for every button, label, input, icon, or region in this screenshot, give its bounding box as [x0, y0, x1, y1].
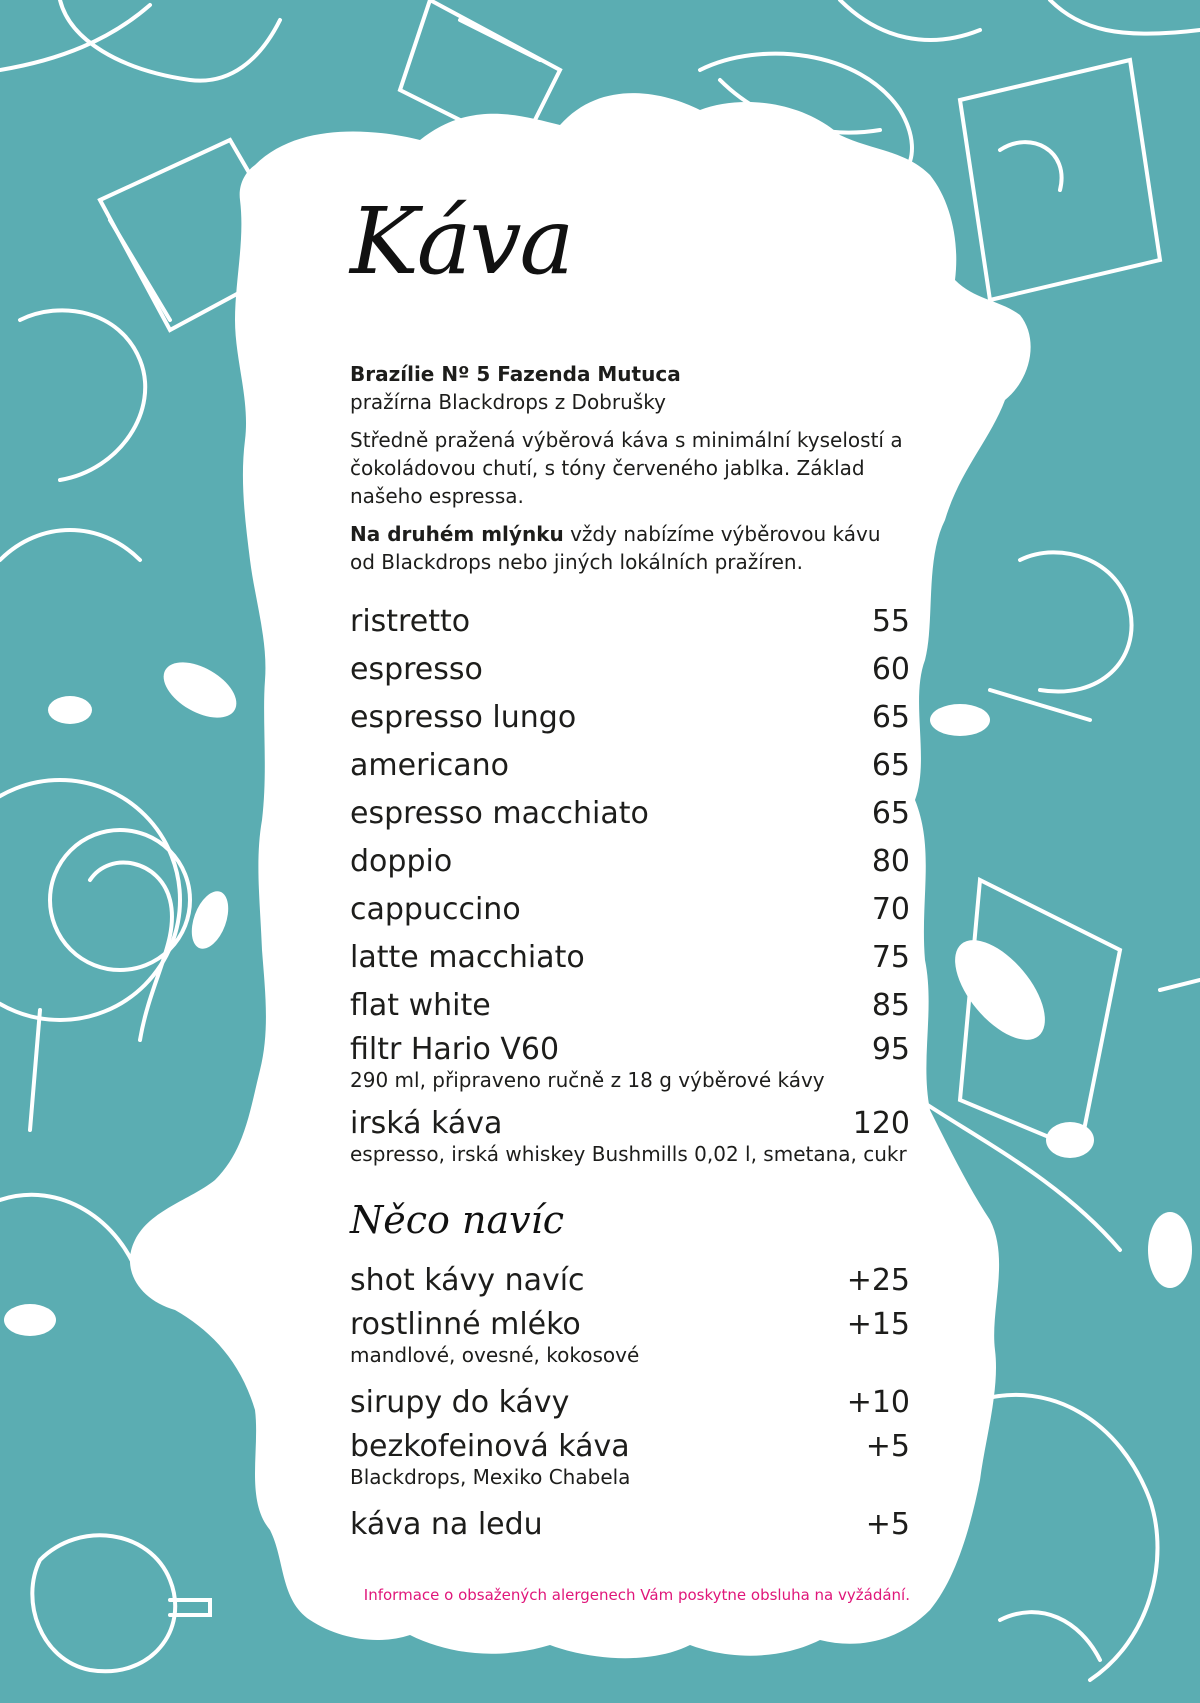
item-price: +5 [865, 1507, 910, 1542]
item-price: +10 [846, 1385, 910, 1420]
coffee-intro [350, 360, 910, 586]
item-name: filtr Hario V60 [350, 1032, 560, 1067]
coffee-menu [350, 598, 910, 1178]
coffee-description: Středně pražená výběrová káva s minimální kyselostí a čokoládovou chutí, s tóny červeného jablka. Základ našeho espressa. [350, 428, 903, 508]
menu-item [350, 982, 910, 1030]
item-name: americano [350, 748, 509, 783]
item-name: ristretto [350, 604, 471, 639]
item-name: latte macchiato [350, 940, 585, 975]
item-name: shot kávy navíc [350, 1263, 585, 1298]
item-price: 95 [871, 1032, 910, 1067]
item-name: rostlinné mléko [350, 1307, 581, 1342]
item-price: 60 [871, 652, 910, 687]
item-note: espresso, irská whiskey Bushmills 0,02 l, smetana, cukr [350, 1142, 907, 1166]
menu-item [350, 1379, 910, 1427]
item-note: mandlové, ovesné, kokosové [350, 1343, 640, 1367]
item-name: doppio [350, 844, 453, 879]
item-name: irská káva [350, 1106, 503, 1141]
menu-item [350, 1030, 910, 1068]
coffee-name: Brazílie Nº 5 Fazenda Mutuca [350, 362, 681, 386]
menu-item [350, 1257, 910, 1305]
item-price: 65 [871, 796, 910, 831]
roastery-text: pražírna Blackdrops z Dobrušky [350, 390, 666, 414]
item-price: 85 [871, 988, 910, 1023]
item-price: 80 [871, 844, 910, 879]
item-name: sirupy do kávy [350, 1385, 570, 1420]
menu-item [350, 790, 910, 838]
item-name: espresso [350, 652, 483, 687]
item-price: 65 [871, 748, 910, 783]
extras-menu [350, 1257, 910, 1549]
item-price: +15 [846, 1307, 910, 1342]
item-price: 55 [871, 604, 910, 639]
item-price: 75 [871, 940, 910, 975]
grinder-bold: Na druhém mlýnku [350, 522, 564, 546]
menu-item [350, 886, 910, 934]
page-title: Káva [350, 188, 573, 295]
item-price: 120 [852, 1106, 910, 1141]
menu-item [350, 1427, 910, 1465]
menu-item [350, 598, 910, 646]
item-price: 65 [871, 700, 910, 735]
allergen-note: Informace o obsažených alergenech Vám poskytne obsluha na vyžádání. [363, 1586, 910, 1604]
menu-item [350, 646, 910, 694]
item-name: espresso macchiato [350, 796, 649, 831]
menu-item [350, 1501, 910, 1549]
item-name: espresso lungo [350, 700, 577, 735]
item-note: 290 ml, připraveno ručně z 18 g výběrové kávy [350, 1068, 825, 1092]
menu-item [350, 1104, 910, 1142]
item-price: +25 [846, 1263, 910, 1298]
item-note: Blackdrops, Mexiko Chabela [350, 1465, 631, 1489]
menu-item [350, 1305, 910, 1343]
menu-item [350, 934, 910, 982]
menu-item [350, 838, 910, 886]
item-name: flat white [350, 988, 491, 1023]
extras-title: Něco navíc [350, 1198, 565, 1242]
grinder-info [350, 520, 910, 576]
item-name: káva na ledu [350, 1507, 543, 1542]
menu-item [350, 694, 910, 742]
item-price: 70 [871, 892, 910, 927]
menu-item [350, 742, 910, 790]
item-name: cappuccino [350, 892, 521, 927]
item-name: bezkofeinová káva [350, 1429, 630, 1464]
item-price: +5 [865, 1429, 910, 1464]
grinder-text: vždy nabízíme výběrovou kávu od Blackdrops nebo jiných lokálních pražíren. [350, 522, 881, 574]
